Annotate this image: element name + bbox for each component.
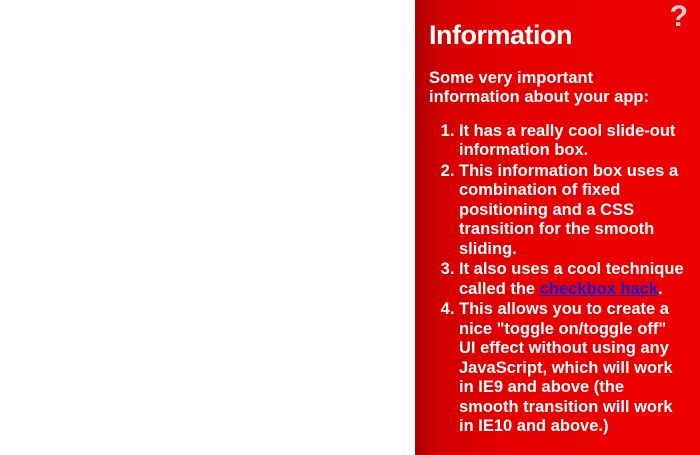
list-item xyxy=(459,162,686,259)
list-item-text: This information box uses a combination of fixed positioning and a CSS transition for the smooth sliding. xyxy=(459,161,679,258)
list-item-text: This allows you to create a nice "toggle on/toggle off" UI effect without using any JavaScript, which will work in IE9 and above (the smooth transition will work in IE10 and above.) xyxy=(459,300,673,435)
list-item xyxy=(459,260,686,299)
checkbox-hack-link[interactable]: checkbox hack xyxy=(539,279,659,298)
list-item-text-before-link: It also uses a cool technique called the xyxy=(459,260,684,298)
list-item-text: It has a really cool slide-out information box. xyxy=(459,121,676,160)
question-mark-icon[interactable]: ? xyxy=(669,0,688,33)
information-panel xyxy=(415,0,700,455)
list-item xyxy=(459,300,686,436)
list-item xyxy=(459,122,686,161)
panel-intro-text: Some very important information about your app: xyxy=(429,69,649,107)
panel-feature-list xyxy=(429,122,686,437)
list-item-text-after-link: . xyxy=(658,279,663,298)
information-panel-content xyxy=(415,0,700,447)
panel-title: Information xyxy=(429,20,572,50)
